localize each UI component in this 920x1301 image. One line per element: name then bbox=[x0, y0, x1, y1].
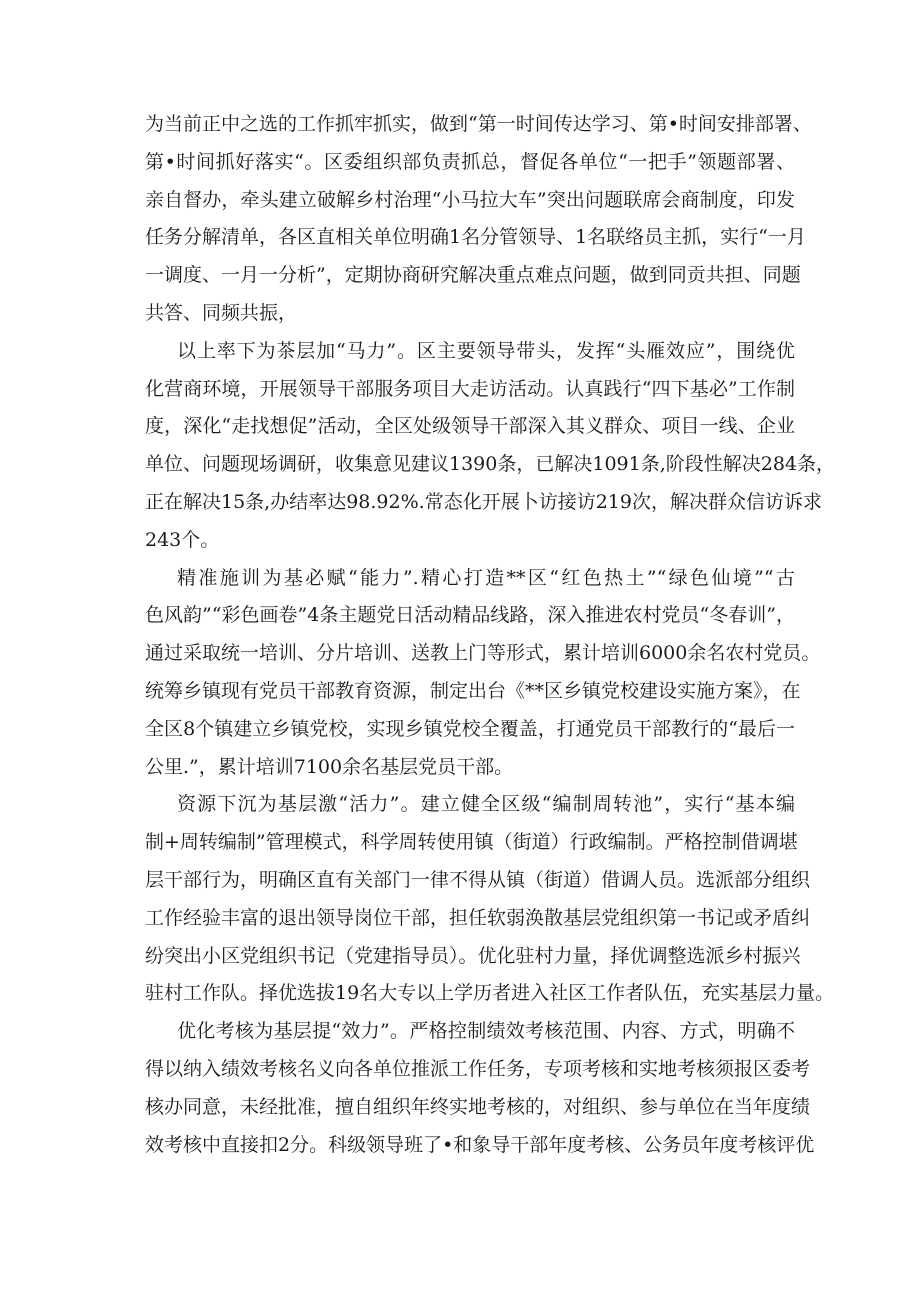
document-body bbox=[145, 106, 836, 1164]
text-line: 通过采取统一培训、分片培训、送教上门等形式，累计培训6000余名农村党员。 bbox=[145, 642, 821, 665]
paragraph-2 bbox=[145, 333, 836, 560]
text-line: 工作经验丰富的退出领导岗位干部，担任软弱涣散基层党组织第一书记或矛盾纠 bbox=[145, 906, 811, 929]
text-line: 亲自督办，牵头建立破解乡村治理“小马拉大车”突出问题联席会商制度，印发 bbox=[145, 188, 795, 211]
text-line: 效考核中直接扣2分。科级领导班了•和象导干部年度考核、公务员年度考核评优 bbox=[145, 1133, 815, 1156]
text-line: 一调度、一月一分析”，定期协商研究解决重点难点问题，做到同贡共担、同题 bbox=[145, 264, 801, 287]
text-line: 精准施训为基必赋“能力”.精心打造**区“红色热土”“绿色仙境”“古 bbox=[177, 566, 795, 589]
text-line: 正在解决15条,办结率达98.92%.常态化开展卜访接访219次，解决群众信访诉求 bbox=[145, 490, 822, 513]
text-line: 制+周转编制”管理模式，科学周转使用镇（街道）行政编制。严格控制借调堪 bbox=[145, 831, 798, 854]
text-line: 化营商环境，开展领导干部服务项目大走访活动。认真践行“四下基必”工作制 bbox=[145, 377, 795, 400]
text-line: 得以纳入绩效考核名义向各单位推派工作任务，专项考核和实地考核须报区委考 bbox=[145, 1057, 811, 1080]
text-line: 以上率下为茶层加“马力”。区主要领导带头，发挥“头雁效应”，围绕优 bbox=[177, 339, 795, 362]
text-line: 为当前正中之选的工作抓牢抓实，做到“第一时间传达学习、第•时间安排部署、 bbox=[145, 113, 812, 135]
text-line: 度，深化“走找想促”活动，全区处级领导干部深入其义群众、项目一线、企业 bbox=[145, 415, 795, 438]
text-line: 全区8个镇建立乡镇党校，实现乡镇党校全覆盖，打通党员干部教行的“最后一 bbox=[145, 717, 795, 740]
text-line: 243个。 bbox=[145, 528, 220, 551]
paragraph-3 bbox=[145, 560, 821, 787]
paragraph-5 bbox=[145, 1013, 815, 1164]
text-line: 层干部行为，明确区直有关部门一律不得从镇（街道）借调人员。选派部分组织 bbox=[145, 868, 811, 891]
text-line: 单位、问题现场调研，收集意见建议1390条，已解决1091条,阶段性解决284条， bbox=[145, 453, 836, 476]
text-line: 优化考核为基层提“效力”。严格控制绩效考核范围、内容、方式，明确不 bbox=[177, 1020, 795, 1043]
text-line: 驻村工作队。择优选拔19名大专以上学历者进入社区工作者队伍，充实基层力量。 bbox=[145, 982, 835, 1005]
text-line: 色风韵”“彩色画卷”4条主题党日活动精品线路，深入推进农村党员“冬春训”， bbox=[145, 604, 795, 627]
text-line: 公里.”，累计培训7100余名基层党员干部。 bbox=[145, 755, 514, 778]
text-line: 纷突出小区党组织书记（党建指导员）。优化驻村力量，择优调整选派乡村振兴 bbox=[145, 944, 801, 967]
paragraph-4 bbox=[145, 786, 835, 1013]
text-line: 资源下沉为基层激“活力”。建立健全区级“编制周转池”，实行“基本编 bbox=[177, 793, 795, 816]
text-line: 共答、同频共振， bbox=[145, 301, 298, 324]
paragraph-1 bbox=[145, 106, 812, 333]
text-line: 统筹乡镇现有党员干部教育资源，制定出台《**区乡镇党校建设实施方案》，在 bbox=[145, 679, 801, 702]
text-line: 第•时间抓好落实“。区委组织部负责抓总，督促各单位“一把手”领题部署、 bbox=[145, 150, 795, 173]
text-line: 任务分解清单，各区直相关单位明确1名分管领导、1名联络员主抓，实行“一月 bbox=[145, 226, 806, 249]
text-line: 核办同意，未经批准，擅自组织年终实地考核的，对组织、参与单位在当年度绩 bbox=[145, 1095, 811, 1118]
